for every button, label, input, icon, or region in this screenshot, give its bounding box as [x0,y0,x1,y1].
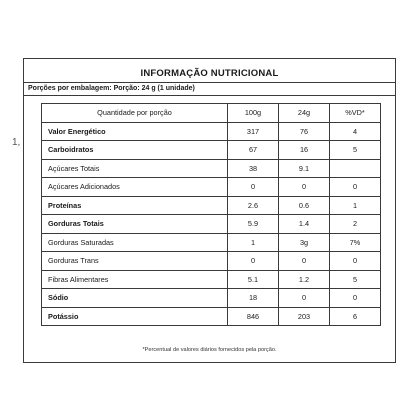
value-vd: 6 [330,307,381,326]
nutrient-name: Carboidratos [42,141,228,160]
value-vd: 7% [330,233,381,252]
table-row [42,122,381,141]
table-row [42,233,381,252]
value-24g: 0 [279,252,330,271]
nutrient-name: Fibras Alimentares [42,270,228,289]
nutrient-name: Gorduras Saturadas [42,233,228,252]
table-header-row [42,104,381,123]
value-24g: 1.2 [279,270,330,289]
header-vd: %VD* [330,104,381,123]
value-vd: 5 [330,270,381,289]
nutrient-name: Proteínas [42,196,228,215]
nutrient-name: Gorduras Trans [42,252,228,271]
value-24g: 203 [279,307,330,326]
value-100g: 5.9 [228,215,279,234]
header-100g: 100g [228,104,279,123]
label-title: INFORMAÇÃO NUTRICIONAL [140,68,279,79]
nutrient-name: Valor Energético [42,122,228,141]
value-vd: 4 [330,122,381,141]
header-24g: 24g [279,104,330,123]
value-vd: 1 [330,196,381,215]
value-24g: 16 [279,141,330,160]
value-24g: 1.4 [279,215,330,234]
nutrient-name: Sódio [42,289,228,308]
stray-mark: 1, [12,137,21,148]
nutrient-name: Potássio [42,307,228,326]
table-row [42,141,381,160]
table-row [42,289,381,308]
value-24g: 3g [279,233,330,252]
nutrition-facts-panel [23,58,396,363]
value-100g: 18 [228,289,279,308]
table-row [42,307,381,326]
nutrient-name: Açúcares Totais [42,159,228,178]
nutrition-table [41,103,381,326]
value-vd: 0 [330,289,381,308]
value-vd: 2 [330,215,381,234]
value-24g: 76 [279,122,330,141]
value-100g: 0 [228,178,279,197]
value-24g: 9.1 [279,159,330,178]
value-vd [330,159,381,178]
value-100g: 0 [228,252,279,271]
serving-divider [24,95,395,96]
value-100g: 5.1 [228,270,279,289]
value-24g: 0 [279,178,330,197]
value-24g: 0 [279,289,330,308]
table-row [42,178,381,197]
footnote: *Percentual de valores diários fornecidos pela porção. [142,347,277,353]
title-divider [24,82,395,83]
value-vd: 0 [330,178,381,197]
serving-info: Porções por embalagem: Porção: 24 g (1 unidade) [28,85,195,92]
value-24g: 0.6 [279,196,330,215]
value-100g: 1 [228,233,279,252]
table-row [42,270,381,289]
value-100g: 846 [228,307,279,326]
value-100g: 67 [228,141,279,160]
nutrient-name: Açúcares Adicionados [42,178,228,197]
table-row [42,196,381,215]
table-row [42,252,381,271]
value-100g: 2.6 [228,196,279,215]
value-vd: 0 [330,252,381,271]
header-quantity: Quantidade por porção [42,104,228,123]
table-row [42,159,381,178]
value-100g: 38 [228,159,279,178]
value-100g: 317 [228,122,279,141]
table-row [42,215,381,234]
value-vd: 5 [330,141,381,160]
nutrient-name: Gorduras Totais [42,215,228,234]
